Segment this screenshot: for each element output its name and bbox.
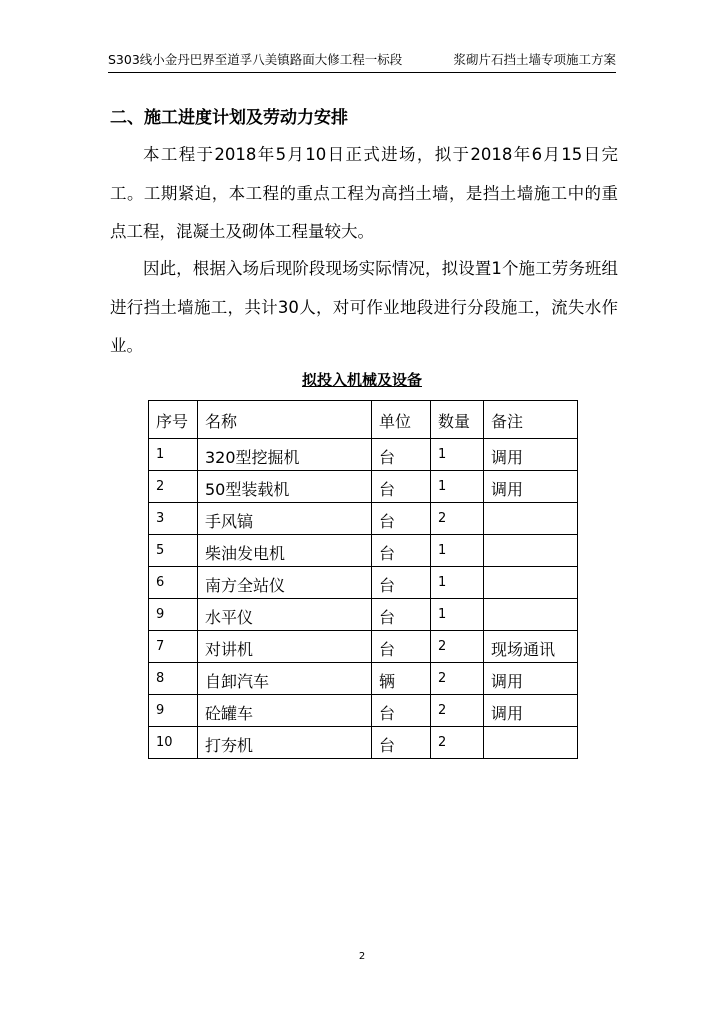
- cell-index: 8: [149, 663, 198, 695]
- cell-unit: 台: [372, 535, 431, 567]
- cell-remarks: 调用: [484, 471, 578, 503]
- table-row: [149, 727, 578, 759]
- cell-name: 50型装载机: [198, 471, 372, 503]
- cell-remarks: 调用: [484, 439, 578, 471]
- cell-unit: 台: [372, 727, 431, 759]
- cell-unit: 台: [372, 631, 431, 663]
- cell-name: 柴油发电机: [198, 535, 372, 567]
- table-row: [149, 663, 578, 695]
- table-title: 拟投入机械及设备: [301, 371, 422, 389]
- cell-quantity: 2: [431, 631, 484, 663]
- cell-name: 水平仪: [198, 599, 372, 631]
- section-heading: 二、施工进度计划及劳动力安排: [110, 108, 348, 128]
- cell-quantity: 2: [431, 503, 484, 535]
- cell-name: 对讲机: [198, 631, 372, 663]
- cell-name: 砼罐车: [198, 695, 372, 727]
- table-row: [149, 567, 578, 599]
- column-header-name: 名称: [198, 401, 372, 439]
- cell-index: 10: [149, 727, 198, 759]
- cell-index: 3: [149, 503, 198, 535]
- cell-quantity: 1: [431, 471, 484, 503]
- cell-quantity: 1: [431, 535, 484, 567]
- cell-quantity: 1: [431, 567, 484, 599]
- cell-remarks: 调用: [484, 663, 578, 695]
- equipment-table: [148, 400, 578, 759]
- table-row: [149, 535, 578, 567]
- cell-unit: 台: [372, 567, 431, 599]
- cell-name: 320型挖掘机: [198, 439, 372, 471]
- column-header-remarks: 备注: [484, 401, 578, 439]
- cell-remarks: [484, 727, 578, 759]
- table-header-row: [149, 401, 578, 439]
- cell-unit: 辆: [372, 663, 431, 695]
- cell-remarks: [484, 567, 578, 599]
- table-row: [149, 695, 578, 727]
- header-document-title: 浆砌片石挡土墙专项施工方案: [453, 52, 616, 67]
- page-header: [108, 50, 616, 68]
- paragraph-schedule: 本工程于2018年5月10日正式进场，拟于2018年6月15日完工。工期紧迫，本工程的重点工程为高挡土墙，是挡土墙施工中的重点工程，混凝土及砌体工程量较大。: [110, 145, 618, 241]
- cell-index: 7: [149, 631, 198, 663]
- paragraph-labor: 因此，根据入场后现阶段现场实际情况，拟设置1个施工劳务班组进行挡土墙施工，共计30人，对可作业地段进行分段施工，流失水作业。: [110, 259, 618, 355]
- cell-remarks: [484, 503, 578, 535]
- cell-name: 打夯机: [198, 727, 372, 759]
- cell-index: 6: [149, 567, 198, 599]
- cell-index: 2: [149, 471, 198, 503]
- cell-remarks: [484, 535, 578, 567]
- cell-quantity: 2: [431, 695, 484, 727]
- page-number: 2: [358, 951, 366, 962]
- table-row: [149, 631, 578, 663]
- cell-index: 5: [149, 535, 198, 567]
- cell-index: 9: [149, 599, 198, 631]
- cell-unit: 台: [372, 695, 431, 727]
- table-row: [149, 599, 578, 631]
- cell-name: 南方全站仪: [198, 567, 372, 599]
- column-header-unit: 单位: [372, 401, 431, 439]
- header-divider: [108, 72, 616, 73]
- cell-name: 手风镐: [198, 503, 372, 535]
- table-row: [149, 439, 578, 471]
- cell-unit: 台: [372, 439, 431, 471]
- cell-unit: 台: [372, 471, 431, 503]
- cell-quantity: 1: [431, 599, 484, 631]
- cell-unit: 台: [372, 503, 431, 535]
- cell-quantity: 1: [431, 439, 484, 471]
- header-project-title: S303线小金丹巴界至道孚八美镇路面大修工程一标段: [108, 52, 403, 67]
- cell-remarks: 调用: [484, 695, 578, 727]
- column-header-quantity: 数量: [431, 401, 484, 439]
- cell-quantity: 2: [431, 727, 484, 759]
- cell-index: 1: [149, 439, 198, 471]
- cell-name: 自卸汽车: [198, 663, 372, 695]
- cell-quantity: 2: [431, 663, 484, 695]
- cell-remarks: [484, 599, 578, 631]
- cell-unit: 台: [372, 599, 431, 631]
- column-header-index: 序号: [149, 401, 198, 439]
- table-row: [149, 503, 578, 535]
- cell-remarks: 现场通讯: [484, 631, 578, 663]
- table-row: [149, 471, 578, 503]
- cell-index: 9: [149, 695, 198, 727]
